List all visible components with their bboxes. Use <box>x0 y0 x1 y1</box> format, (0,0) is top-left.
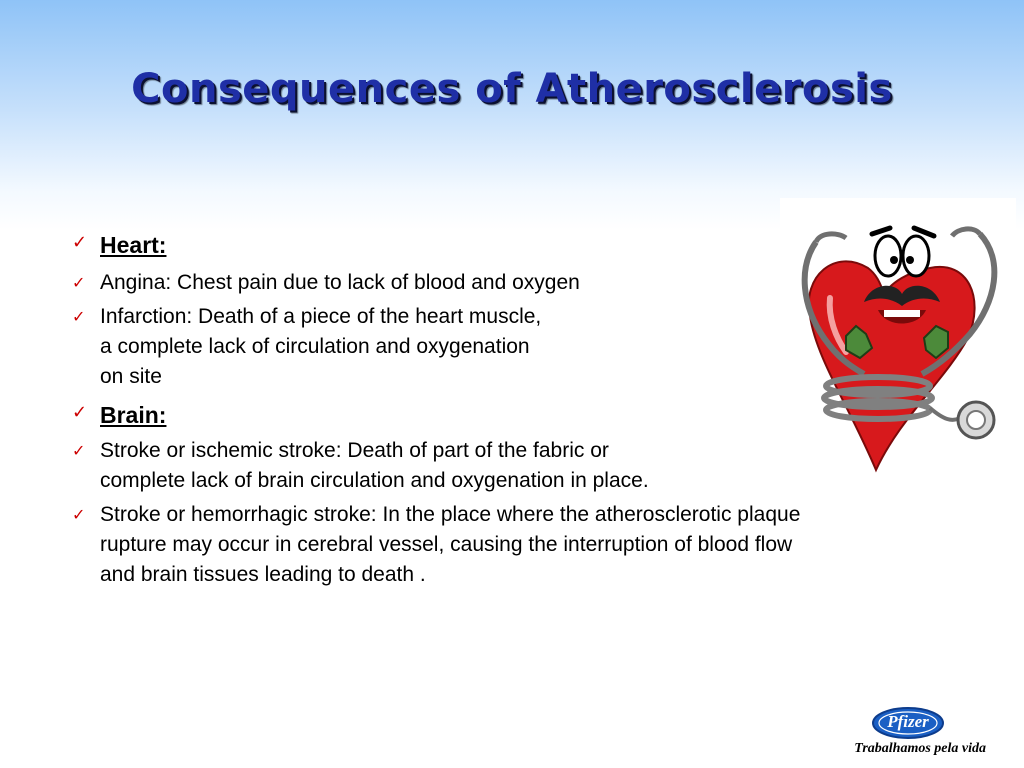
cartoon-heart-stethoscope-icon <box>780 198 1016 478</box>
bullet-line: on site <box>100 365 162 388</box>
bullet-line: complete lack of brain circulation and oxygenation in place. <box>100 469 649 492</box>
bullet-line: rupture may occur in cerebral vessel, causing the interruption of blood flow <box>100 533 793 556</box>
bullet-line: Heart: <box>100 232 167 258</box>
bullet-line: Brain: <box>100 402 167 428</box>
slide-title: Consequences of Atherosclerosis <box>131 66 893 112</box>
bullet-line: Stroke or ischemic stroke: Death of part of the fabric or <box>100 439 609 462</box>
checkmark-icon: ✓ <box>72 307 86 326</box>
bullet-hemorrhagic-stroke <box>72 500 972 590</box>
bullet-line: Stroke or hemorrhagic stroke: In the place where the atherosclerotic plaque <box>100 503 801 526</box>
bullet-line: and brain tissues leading to death . <box>100 563 426 586</box>
checkmark-icon: ✓ <box>72 402 88 423</box>
checkmark-icon: ✓ <box>72 441 86 460</box>
logo-text: Pfizer <box>887 712 929 731</box>
bullet-line: Angina: Chest pain due to lack of blood and oxygen <box>100 271 580 294</box>
bullet-line: a complete lack of circulation and oxygenation <box>100 335 530 358</box>
bullet-line: Infarction: Death of a piece of the heart muscle, <box>100 305 542 328</box>
checkmark-icon: ✓ <box>72 273 86 292</box>
tagline: Trabalhamos pela vida <box>854 741 986 756</box>
checkmark-icon: ✓ <box>72 232 88 253</box>
checkmark-icon: ✓ <box>72 505 86 524</box>
